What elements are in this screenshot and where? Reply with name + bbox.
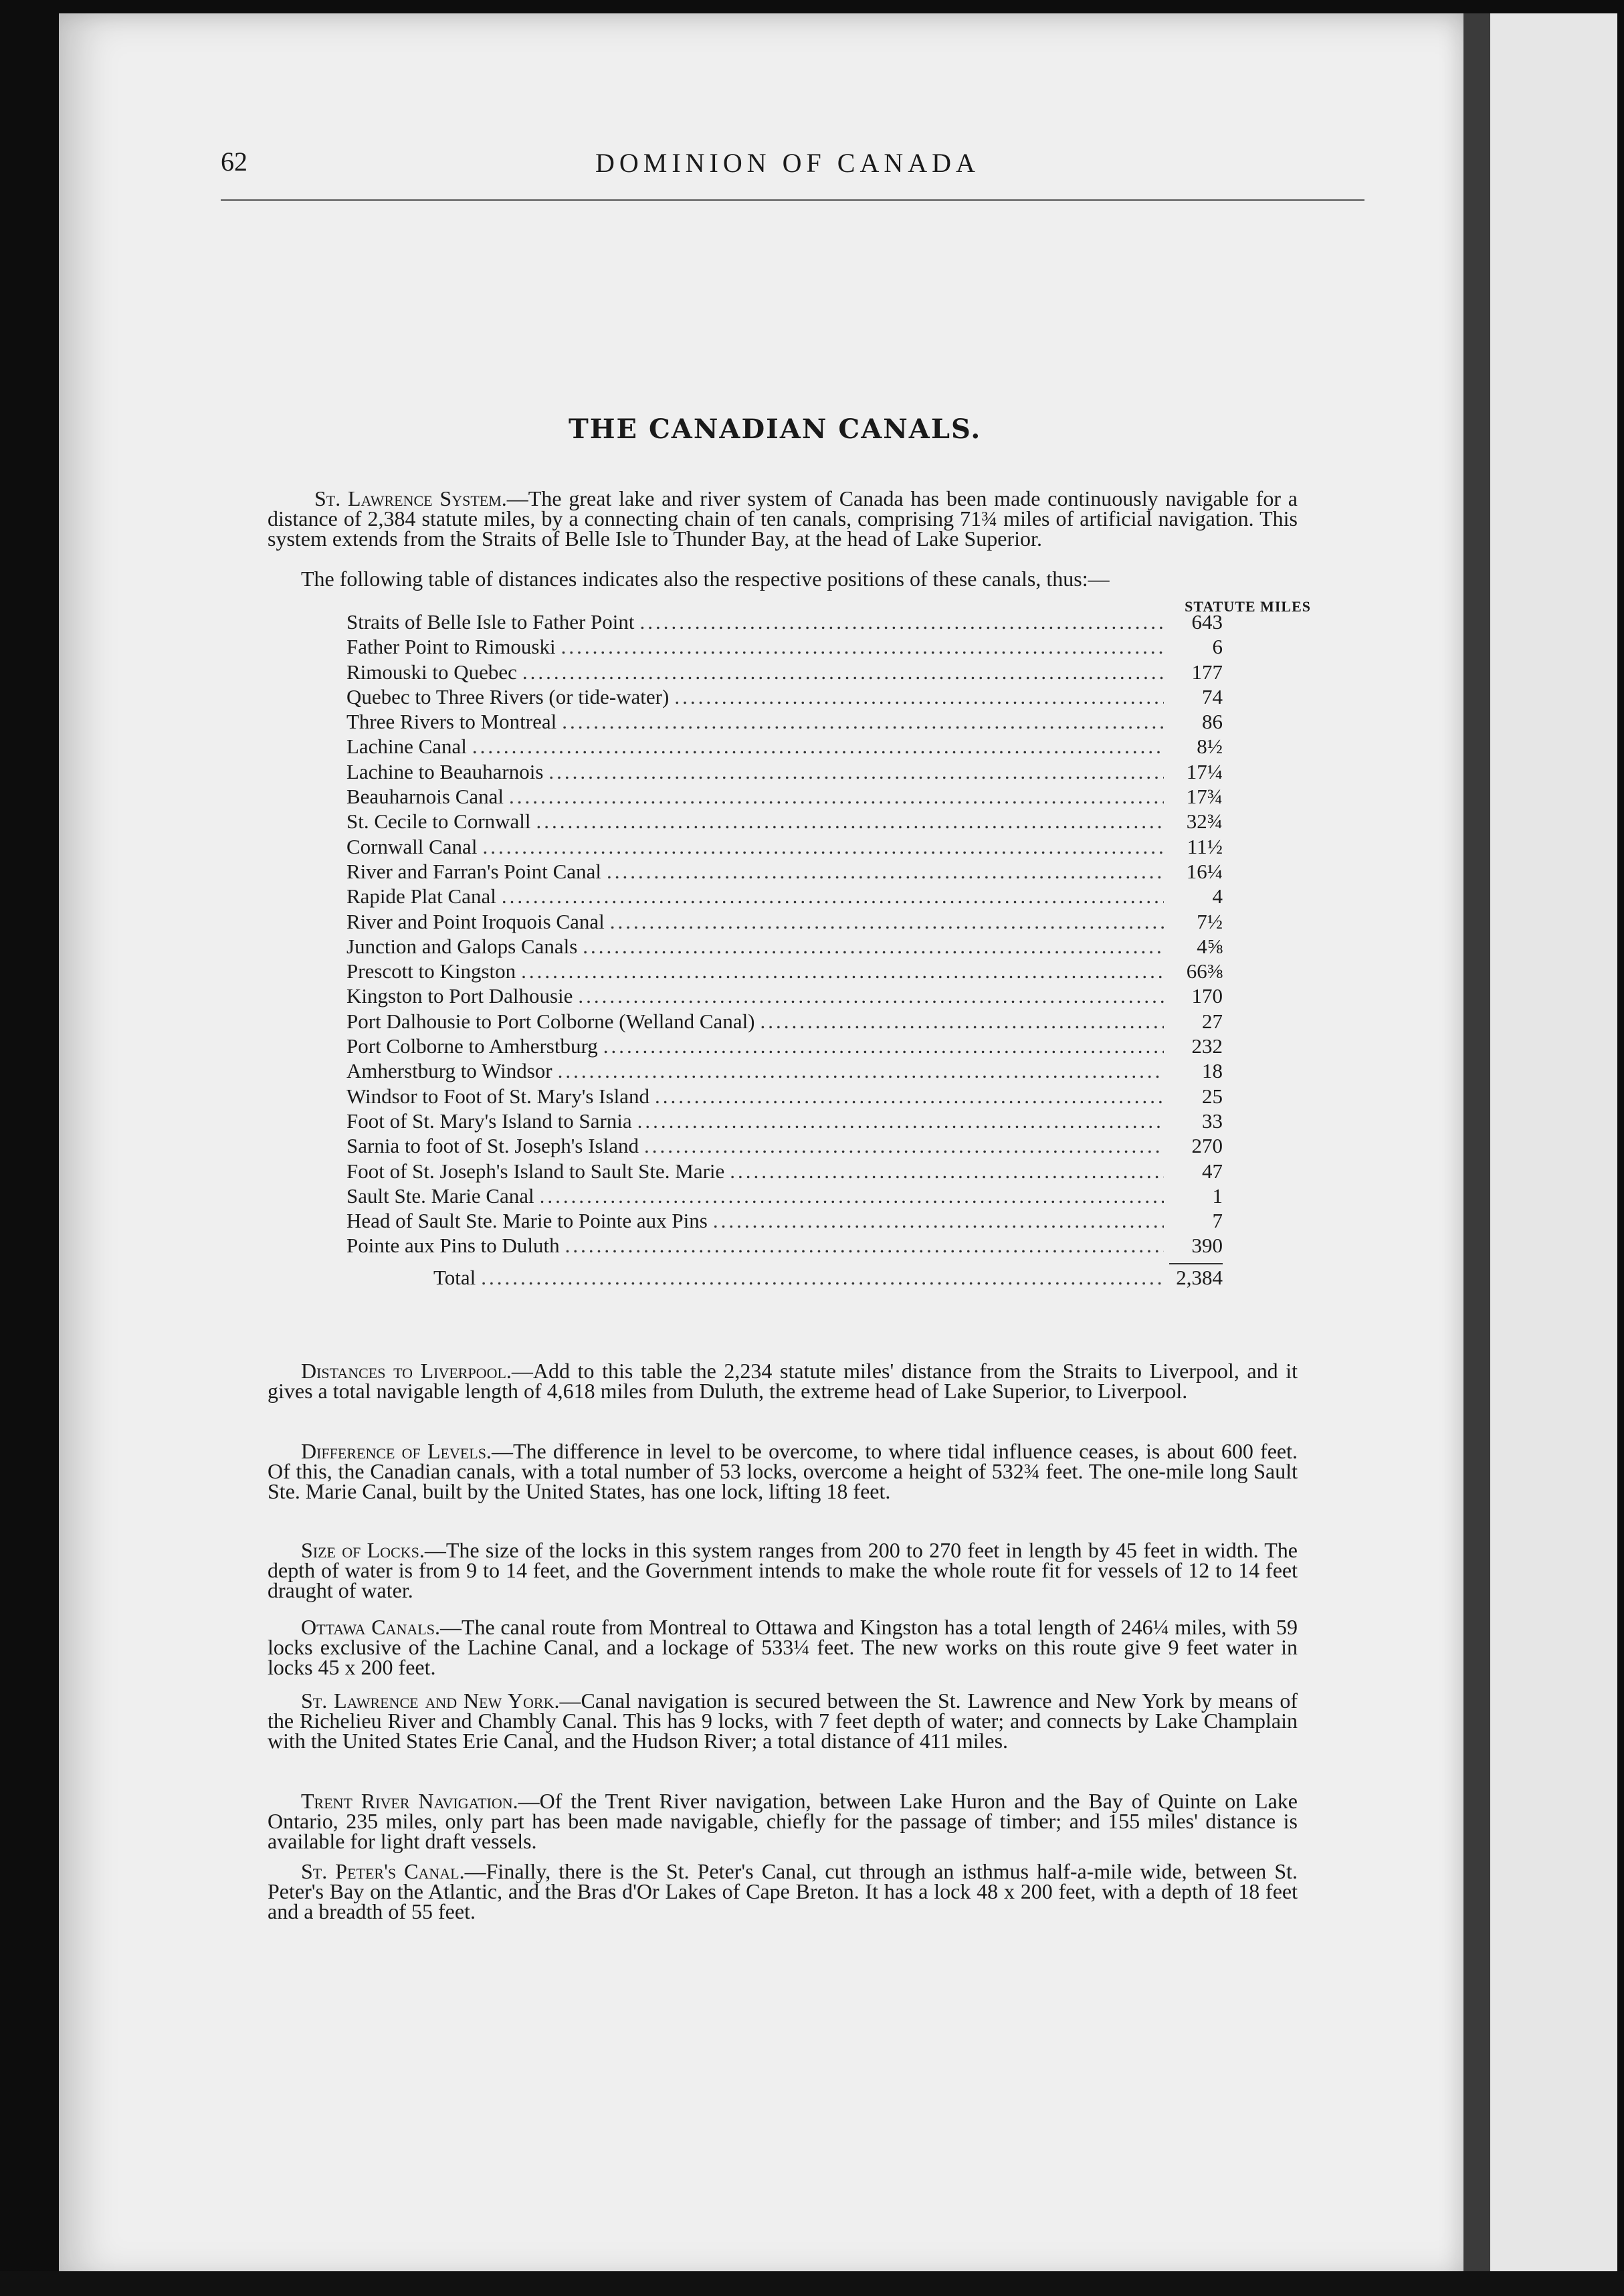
- section-text: —Canal navigation is secured between the St. Lawrence and New York by means of the Richelieu River and Chambly Canal. This has 9 locks, with 7 feet depth of water; and connects by Lake Champlain with the United States Erie Canal, and the Hudson River; a total distance of 411 miles.: [268, 1689, 1298, 1753]
- row-place: Port Dalhousie to Port Colborne (Welland Canal): [346, 1009, 755, 1033]
- section-lead: Distances to Liverpool.: [301, 1359, 512, 1383]
- row-place: Port Colborne to Amherstburg: [346, 1034, 598, 1058]
- table-row: [346, 884, 1223, 909]
- row-miles: 33: [1202, 1109, 1223, 1133]
- table-row: [346, 1059, 1223, 1084]
- dot-leader: [502, 884, 1164, 908]
- dot-leader: [472, 735, 1164, 759]
- dot-leader: [583, 935, 1164, 959]
- row-place: Three Rivers to Montreal: [346, 710, 557, 734]
- row-miles: 25: [1202, 1084, 1223, 1108]
- row-miles: 4⅝: [1197, 934, 1223, 958]
- running-head: [221, 146, 1364, 201]
- dot-leader: [640, 610, 1164, 634]
- row-place: Lachine to Beauharnois: [346, 759, 544, 783]
- row-miles: 11½: [1187, 834, 1223, 858]
- row-place: Beauharnois Canal: [346, 785, 504, 809]
- row-miles: 66⅜: [1186, 959, 1223, 983]
- dot-leader: [482, 835, 1164, 859]
- section-ottawa: [268, 1617, 1298, 1677]
- table-row: [346, 1084, 1223, 1109]
- section-text: —The canal route from Montreal to Ottawa and Kingston has a total length of 246¼ miles, with 59 locks exclusive of the Lachine Canal, and a lockage of 533¼ feet. The new works on this route give 9 feet water in locks 45 x 200 feet.: [268, 1615, 1298, 1679]
- row-place: Lachine Canal: [346, 735, 467, 759]
- row-miles: 1: [1212, 1183, 1223, 1208]
- table-intro: [268, 569, 1298, 589]
- row-miles: 27: [1202, 1009, 1223, 1033]
- intro-text: —The great lake and river system of Canada has been made continuously navigable for a distance of 2,384 statute miles, by a connecting chain of ten canals, comprising 71¾ miles of artificial navigation. This system extends from the Straits of Belle Isle to Thunder Bay, at the head of Lake Superior.: [268, 486, 1298, 551]
- dot-leader: [637, 1109, 1164, 1133]
- row-miles: 390: [1191, 1234, 1223, 1258]
- scan-border: [0, 2271, 1624, 2296]
- page-title: THE CANADIAN CANALS.: [569, 413, 982, 445]
- dot-leader: [607, 860, 1164, 884]
- row-miles: 17¾: [1186, 785, 1223, 809]
- dot-leader: [509, 785, 1164, 809]
- dot-leader: [522, 660, 1164, 684]
- row-place: Amherstburg to Windsor: [346, 1059, 552, 1083]
- row-place: Rapide Plat Canal: [346, 884, 496, 908]
- row-place: Sarnia to foot of St. Joseph's Island: [346, 1134, 639, 1158]
- section-lead: St. Lawrence and New York.: [301, 1689, 560, 1713]
- row-place: River and Point Iroquois Canal: [346, 909, 605, 933]
- table-row: [346, 760, 1223, 785]
- row-place: Quebec to Three Rivers (or tide-water): [346, 684, 670, 708]
- page-number: 62: [221, 147, 247, 177]
- section-st-peters: [268, 1861, 1298, 1921]
- section-locks: [268, 1540, 1298, 1600]
- book-gutter: [1463, 13, 1490, 2281]
- row-miles: 86: [1202, 710, 1223, 734]
- dot-leader: [561, 635, 1164, 659]
- row-miles: 7½: [1197, 909, 1223, 933]
- section-levels: [268, 1441, 1298, 1501]
- row-place: Cornwall Canal: [346, 834, 478, 858]
- table-row: [346, 610, 1223, 635]
- total-row: [346, 1263, 1223, 1288]
- table-row: [346, 935, 1223, 959]
- dot-leader: [713, 1209, 1164, 1233]
- dot-leader: [521, 959, 1164, 983]
- row-place: Pointe aux Pins to Duluth: [346, 1234, 560, 1258]
- row-miles: 270: [1191, 1134, 1223, 1158]
- dot-leader: [610, 910, 1164, 934]
- dot-leader: [558, 1059, 1164, 1083]
- row-miles: 170: [1191, 984, 1223, 1008]
- intro-lead: St. Lawrence System.: [314, 486, 507, 510]
- dot-leader: [603, 1034, 1164, 1058]
- row-miles: 4: [1212, 884, 1223, 908]
- table-row: [346, 660, 1223, 685]
- dot-leader: [540, 1184, 1164, 1208]
- total-label: Total: [433, 1265, 476, 1289]
- row-place: Head of Sault Ste. Marie to Pointe aux Pins: [346, 1209, 708, 1233]
- row-miles: 32¾: [1186, 809, 1223, 834]
- row-miles: 47: [1202, 1159, 1223, 1183]
- section-trent: [268, 1791, 1298, 1851]
- row-place: Prescott to Kingston: [346, 959, 516, 983]
- section-lead: St. Peter's Canal.: [301, 1859, 465, 1883]
- section-lead: Size of Locks.: [301, 1538, 425, 1562]
- table-row: [346, 635, 1223, 660]
- table-row: [346, 735, 1223, 759]
- row-miles: 232: [1191, 1034, 1223, 1058]
- table-column-header: STATUTE MILES: [1185, 598, 1311, 615]
- row-place: River and Farran's Point Canal: [346, 859, 601, 883]
- intro-paragraph: [268, 488, 1298, 549]
- table-row: [346, 1209, 1223, 1234]
- row-place: Rimouski to Quebec: [346, 660, 517, 684]
- row-place: Father Point to Rimouski: [346, 635, 556, 659]
- row-place: Sault Ste. Marie Canal: [346, 1183, 534, 1208]
- section-text: —Finally, there is the St. Peter's Canal, cut through an isthmus half-a-mile wide, between St. Peter's Bay on the Atlantic, and the Bras d'Or Lakes of Cape Breton. It has a lock 48 x 200 feet, with a depth of 18 feet and a breadth of 55 feet.: [268, 1859, 1298, 1923]
- row-miles: 177: [1191, 660, 1223, 684]
- section-text: —Add to this table the 2,234 statute miles' distance from the Straits to Liverpool, and it gives a total navigable length of 4,618 miles from Duluth, the extreme head of Lake Superior, to Liverpool.: [268, 1359, 1298, 1403]
- row-place: Foot of St. Mary's Island to Sarnia: [346, 1109, 632, 1133]
- dot-leader: [674, 685, 1164, 709]
- row-place: Junction and Galops Canals: [346, 934, 578, 958]
- table-row: [346, 860, 1223, 884]
- table-row: [346, 1109, 1223, 1134]
- running-title: DOMINION OF CANADA: [595, 148, 980, 178]
- section-lead: Difference of Levels.: [301, 1439, 492, 1463]
- table-row: [346, 835, 1223, 860]
- row-miles: 7: [1212, 1209, 1223, 1233]
- table-row: [346, 1234, 1223, 1258]
- table-row: [346, 1184, 1223, 1209]
- section-new-york: [268, 1691, 1298, 1751]
- table-row: [346, 910, 1223, 935]
- row-place: Straits of Belle Isle to Father Point: [346, 610, 635, 634]
- table-row: [346, 984, 1223, 1009]
- row-miles: 17¼: [1186, 759, 1223, 783]
- row-place: Windsor to Foot of St. Mary's Island: [346, 1084, 649, 1108]
- dot-leader: [562, 710, 1164, 734]
- table-row: [346, 809, 1223, 834]
- row-miles: 643: [1191, 610, 1223, 634]
- table-row: [346, 710, 1223, 735]
- dot-leader: [565, 1234, 1164, 1258]
- row-miles: 6: [1212, 635, 1223, 659]
- dot-leader: [548, 760, 1164, 784]
- table-row: [346, 785, 1223, 809]
- table-row: [346, 1034, 1223, 1059]
- row-miles: 18: [1202, 1059, 1223, 1083]
- dot-leader: [644, 1134, 1164, 1158]
- table-row: [346, 685, 1223, 710]
- dot-leader: [578, 984, 1164, 1008]
- total-miles: 2,384: [1169, 1263, 1223, 1290]
- section-text: —The difference in level to be overcome, to where tidal influence ceases, is about 600 feet. Of this, the Canadian canals, with a total number of 53 locks, overcome a height of 532¾ feet. The one-mile long Sault Ste. Marie Canal, built by the United States, has one lock, lifting 18 feet.: [268, 1439, 1298, 1503]
- row-miles: 8½: [1197, 735, 1223, 759]
- row-place: St. Cecile to Cornwall: [346, 809, 531, 834]
- section-liverpool: [268, 1361, 1298, 1401]
- row-place: Foot of St. Joseph's Island to Sault Ste. Marie: [346, 1159, 725, 1183]
- section-lead: Ottawa Canals.: [301, 1615, 440, 1639]
- dot-leader: [481, 1266, 1164, 1290]
- table-row: [346, 1134, 1223, 1159]
- distance-table: [346, 610, 1223, 1288]
- table-row: [346, 1010, 1223, 1034]
- table-row: [346, 1159, 1223, 1184]
- table-intro-text: The following table of distances indicates also the respective positions of these canals, thus:—: [301, 567, 1110, 591]
- section-text: —Of the Trent River navigation, between Lake Huron and the Bay of Quinte on Lake Ontario, 235 miles, only part has been made navigable, chiefly for the passage of timber; and 155 miles' distance is available for light draft vessels.: [268, 1789, 1298, 1853]
- section-text: —The size of the locks in this system ranges from 200 to 270 feet in length by 45 feet in width. The depth of water is from 9 to 14 feet, and the Government intends to make the whole route fit for vessels of 12 to 14 feet draught of water.: [268, 1538, 1298, 1602]
- row-miles: 16¼: [1186, 859, 1223, 883]
- dot-leader: [655, 1084, 1164, 1109]
- adjacent-page-edge: [1490, 13, 1617, 2281]
- row-place: Kingston to Port Dalhousie: [346, 984, 573, 1008]
- dot-leader: [730, 1159, 1164, 1183]
- dot-leader: [760, 1010, 1164, 1034]
- table-row: [346, 959, 1223, 984]
- section-lead: Trent River Navigation.: [301, 1789, 518, 1813]
- dot-leader: [536, 809, 1164, 834]
- row-miles: 74: [1202, 684, 1223, 708]
